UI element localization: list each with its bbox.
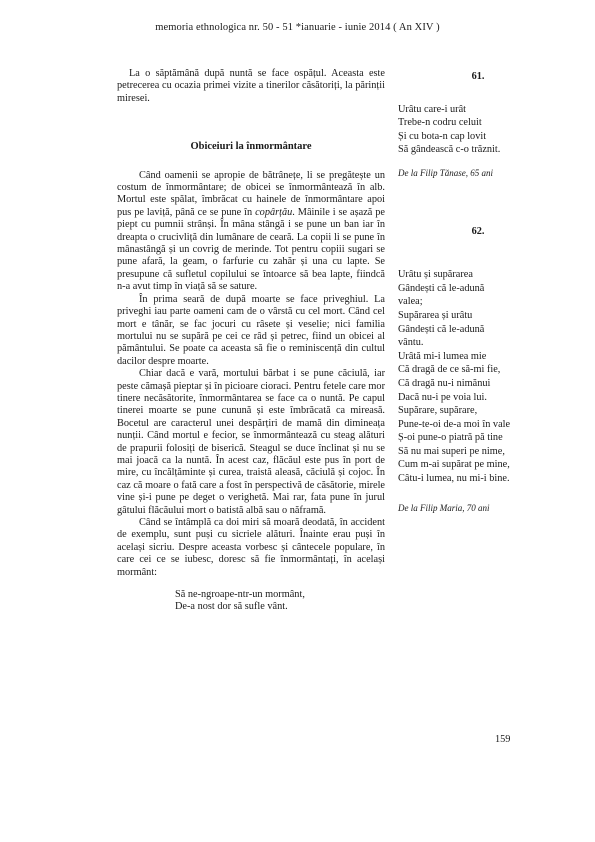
poem-62-lines <box>398 268 528 486</box>
poem-line: valea; <box>398 296 423 308</box>
poem-line: Trebe-n codru celuit <box>398 117 482 129</box>
poem-attribution: De la Filip Maria, 70 ani <box>398 502 490 513</box>
poem-line: Că dragă nu-i nimănui <box>398 377 491 389</box>
poem-line: Gândești că le-adună <box>398 282 485 294</box>
section-title: Obiceiuri la înmormântare <box>190 141 312 153</box>
paragraph-4: Când se întâmplă ca doi miri să moară deodată, în accident de exemplu, sunt puși cu sicriele alături. Înainte erau puși în același sicriu. Despre aceasta vorbesc și cântecele populare, în care cei ce se iubesc, doresc să fie înmormântați, în același mormânt: <box>117 517 385 578</box>
poem-line: Să nu mai superi pe nime, <box>398 445 505 457</box>
poem-line: Cum m-ai supărat pe mine, <box>398 459 510 471</box>
poem-line: Să gândească c-o trăznit. <box>398 144 501 156</box>
poem-line: Gândești că le-adună <box>398 323 485 335</box>
paragraph-3: Chiar dacă e vară, mortului bărbat i se pune căciulă, iar peste cămașă pieptar și în picioare cioraci. Pentru fetele care mor tinere necăsătorite, înmormântarea se face ca o nuntă. Pe capul tinerei moarte se pune cunună și este îmbrăcată ca mireasă. Bocetul are caracterul unei despărțiri de mamă din dimineața nunții. Când mortul e fecior, se înmormântează cu steag alături de prapurii folosiți de biserică. Steagul se duce înclinat și nu se mai joacă ca la nuntă. În acest caz, flăcăul este pus în port de mire, cu încălțăminte și curea, traistă aleasă, căciulă și cojoc. În caz că moare o fată care a fost în perspectivă de căsătorie, mirele vine și-i pune pe deget o verighetă. Mai rar, fata pune în jurul gâtului flăcăului mort o batistă albă sau o năframă. <box>117 368 385 516</box>
poem-61-lines <box>398 103 528 157</box>
verse-line: Să ne-ngroape-ntr-un mormânt, <box>175 589 305 601</box>
poem-line: Urâtu care-i urât <box>398 103 467 115</box>
paragraph-2: În prima seară de după moarte se face priveghiul. La priveghi iau parte oameni cam de o vârstă cu cel mort. Când cel mort e tânăr, se fac jocuri cu râsete și veselie; nici familia mortului nu se supără pe cei ce râd și petrec, fiind un obicei al pământului. Se poate ca aceasta să fie o reminiscență din cultul dacilor despre moarte. <box>117 293 385 367</box>
running-header: memoria ethnologica nr. 50 - 51 *ianuarie - iunie 2014 ( An XIV ) <box>155 22 440 33</box>
poem-line: Și cu bota-n cap lovit <box>398 130 487 142</box>
inline-verse <box>117 589 385 614</box>
poem-number: 61. <box>471 71 485 82</box>
poem-line: Câtu-i lumea, nu mi-i bine. <box>398 473 510 485</box>
poem-line: Pune-te-oi de-a moi în vale <box>398 418 511 430</box>
poem-number: 62. <box>471 225 485 237</box>
poem-line: Supărarea și urâtu <box>398 309 473 321</box>
page-number: 159 <box>495 734 511 745</box>
intro-paragraph: La o săptămână după nuntă se face ospățul. Aceasta este petrecerea cu ocazia primei vizite a tinerilor căsătoriți, la părinții miresei. <box>117 68 385 104</box>
poem-line: Urâtu și supărarea <box>398 269 473 281</box>
poem-line: Dacă nu-i pe voia lui. <box>398 391 487 403</box>
paragraph-1-part-a: Când oamenii se apropie de bătrânețe, li se pregătește un costum de înmormântare; de obicei se înmormântează în alb. Mortul este spălat, îmbrăcat cu hainele de înmormântare apoi pus pe laviță, până ce se pune în <box>117 169 385 218</box>
poems-column <box>398 70 528 515</box>
paragraph-1 <box>117 170 385 294</box>
poem-line: Ș-oi pune-o piatră pă tine <box>398 432 503 444</box>
verse-line: De-a nost dor să sufle vânt. <box>175 601 288 613</box>
paragraph-1-italic-term: copârțău <box>255 206 293 218</box>
poem-line: Supărare, supărare, <box>398 405 478 417</box>
paragraph-1-part-b: . Mâinile i se așază pe piept cu pumnii strânși. În mâna stângă i se pune un ban iar în dreapta o crucivliță din lumânare de ceară. La copii li se pune în mânastângă și un covrig de merinde. Tot pentru copiii sugari se pune afară, la geam, o farfurie cu zahăr și una cu lapte. Se presupune că sufletul copilului se întoarce să bea lapte, fiindcă n-a avut timp în viață să se sature. <box>117 206 385 293</box>
poem-line: vântu. <box>398 337 424 349</box>
poem-line: Că dragă de ce să-mi fie, <box>398 364 501 376</box>
main-text-column <box>117 68 385 614</box>
poem-line: Urâtă mi-i lumea mie <box>398 350 487 362</box>
poem-attribution: De la Filip Tănase, 65 ani <box>398 167 493 178</box>
